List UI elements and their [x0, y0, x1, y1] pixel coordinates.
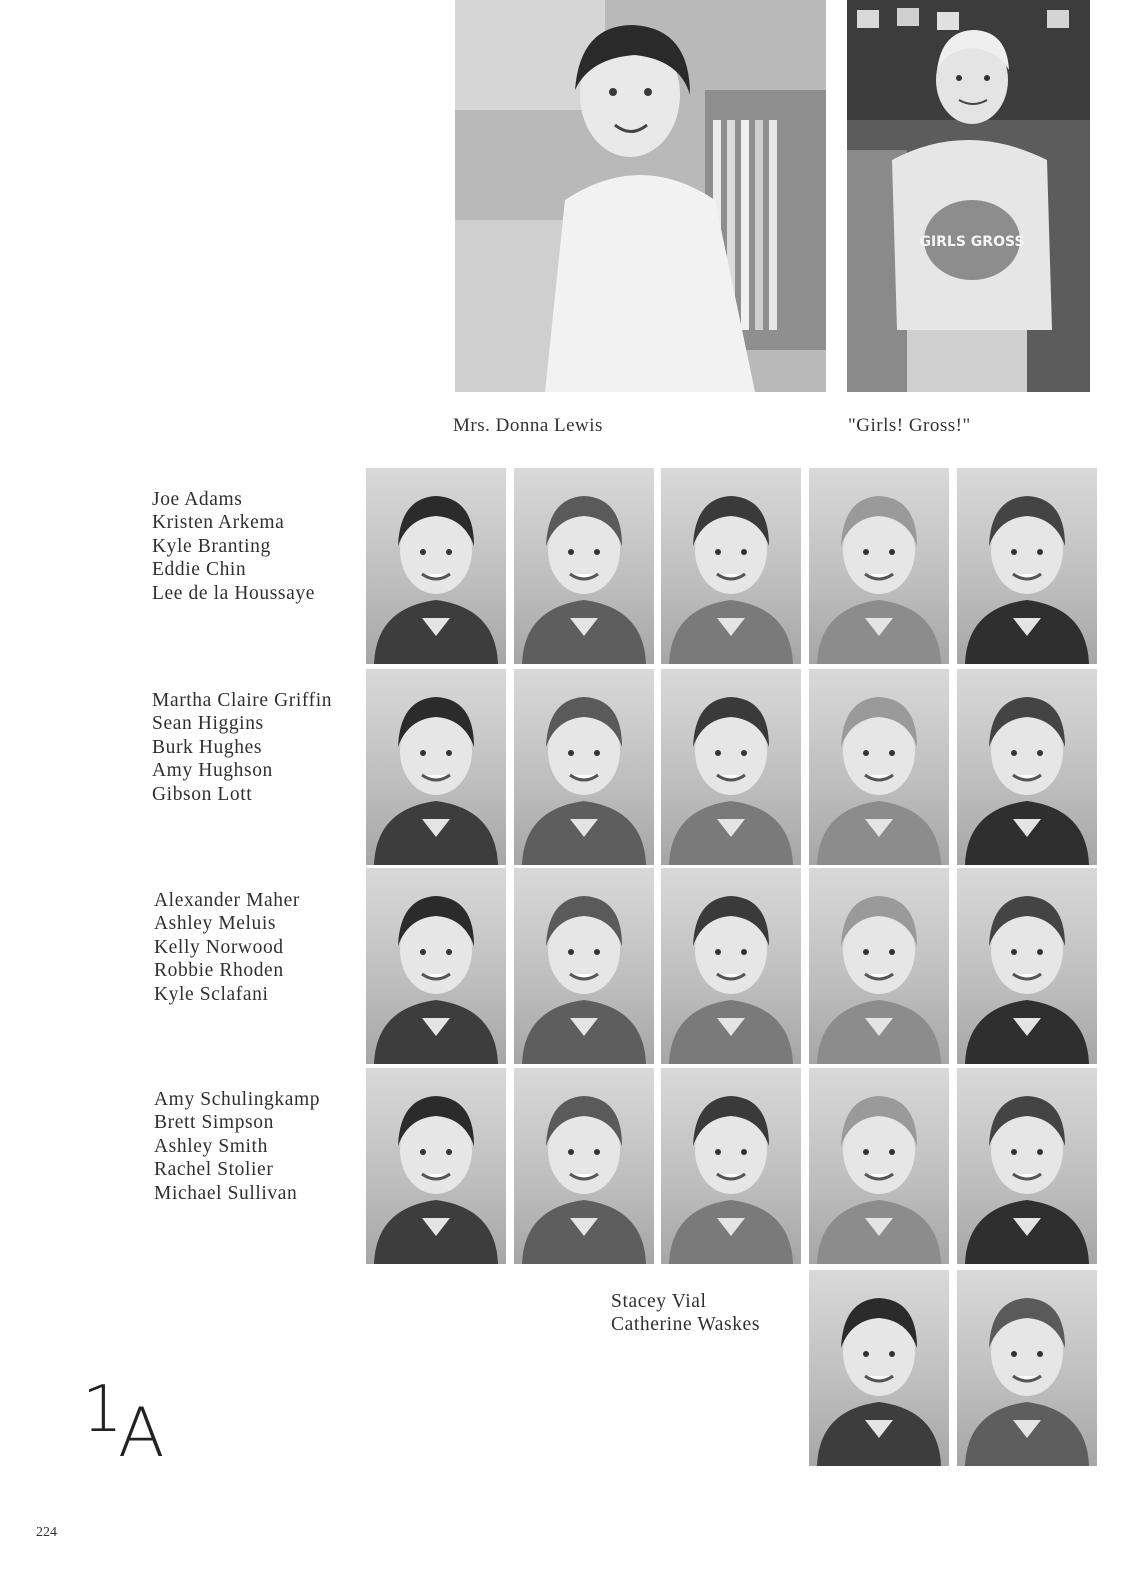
student-name: Kyle Branting: [152, 535, 271, 557]
student-name: Amy Hughson: [152, 760, 273, 782]
student-name: Brett Simpson: [154, 1112, 274, 1134]
student-name: Gibson Lott: [152, 783, 253, 805]
portrait-image: [661, 669, 801, 865]
portrait-image: [809, 1068, 949, 1264]
student-name: Rachel Stolier: [154, 1159, 274, 1181]
portrait-image: [661, 868, 801, 1064]
portrait-image: [661, 468, 801, 664]
teacher-photo: [455, 0, 826, 392]
name-list-row-1: [152, 488, 315, 605]
student-name: Kyle Sclafani: [154, 983, 269, 1005]
portrait-image: [957, 468, 1097, 664]
portrait-image: [809, 669, 949, 865]
portrait-image: [366, 1068, 506, 1264]
portrait-image: [809, 1270, 949, 1466]
student-portrait: [809, 1270, 949, 1466]
student-portrait: [514, 1068, 654, 1264]
student-name: Catherine Waskes: [611, 1314, 761, 1336]
student-name: Eddie Chin: [152, 559, 247, 581]
portrait-image: [514, 669, 654, 865]
portrait-image: [514, 868, 654, 1064]
student-portrait: [366, 868, 506, 1064]
student-portrait: [957, 1068, 1097, 1264]
name-list-row-2: [152, 689, 332, 806]
student-name: Alexander Maher: [154, 890, 300, 911]
name-list-row-5: [611, 1290, 760, 1337]
student-portrait: [957, 669, 1097, 865]
section-label-digit: 1: [82, 1373, 123, 1447]
student-portrait: [366, 669, 506, 865]
shirt-text: GIRLS GROSS: [919, 234, 1025, 250]
portrait-image: [366, 468, 506, 664]
student-portrait: [661, 1068, 801, 1264]
student-portrait: [366, 1068, 506, 1264]
portrait-image: [366, 669, 506, 865]
teacher-photo-image: [455, 0, 826, 392]
student-portrait: [809, 1068, 949, 1264]
student-name: Robbie Rhoden: [154, 960, 284, 982]
student-portrait: [809, 669, 949, 865]
student-name: Amy Schulingkamp: [154, 1089, 321, 1110]
name-list-row-3: [154, 889, 300, 1006]
student-name: Kristen Arkema: [152, 512, 285, 534]
portrait-image: [957, 1068, 1097, 1264]
student-portrait: [809, 468, 949, 664]
student-name: Martha Claire Griffin: [152, 690, 333, 711]
student-portrait: [661, 868, 801, 1064]
portrait-image: [514, 468, 654, 664]
student-name: Kelly Norwood: [154, 936, 284, 958]
portrait-image: [957, 1270, 1097, 1466]
student-portrait: [957, 468, 1097, 664]
student-portrait: [957, 1270, 1097, 1466]
student-portrait: [809, 868, 949, 1064]
student-name: Joe Adams: [152, 489, 243, 510]
portrait-image: [809, 468, 949, 664]
student-name: Ashley Smith: [154, 1135, 268, 1157]
student-portrait: [514, 669, 654, 865]
portrait-image: [366, 868, 506, 1064]
candid-caption: "Girls! Gross!": [848, 415, 971, 436]
student-name: Ashley Meluis: [154, 913, 277, 935]
name-list-row-4: [154, 1088, 320, 1205]
candid-photo-image: [847, 0, 1090, 392]
portrait-image: [957, 669, 1097, 865]
student-name: Burk Hughes: [152, 736, 263, 758]
candid-photo: [847, 0, 1090, 392]
page-number: 224: [36, 1525, 57, 1540]
student-portrait: [366, 468, 506, 664]
student-name: Michael Sullivan: [154, 1182, 298, 1204]
portrait-image: [809, 868, 949, 1064]
section-label-letter: A: [118, 1394, 165, 1473]
student-portrait: [661, 669, 801, 865]
portrait-image: [957, 868, 1097, 1064]
student-portrait: [514, 868, 654, 1064]
portrait-image: [661, 1068, 801, 1264]
portrait-image: [514, 1068, 654, 1264]
student-name: Stacey Vial: [611, 1291, 707, 1312]
student-name: Sean Higgins: [152, 713, 264, 735]
student-portrait: [957, 868, 1097, 1064]
student-portrait: [514, 468, 654, 664]
student-portrait: [661, 468, 801, 664]
teacher-caption: Mrs. Donna Lewis: [453, 415, 603, 436]
student-name: Lee de la Houssaye: [152, 582, 315, 604]
